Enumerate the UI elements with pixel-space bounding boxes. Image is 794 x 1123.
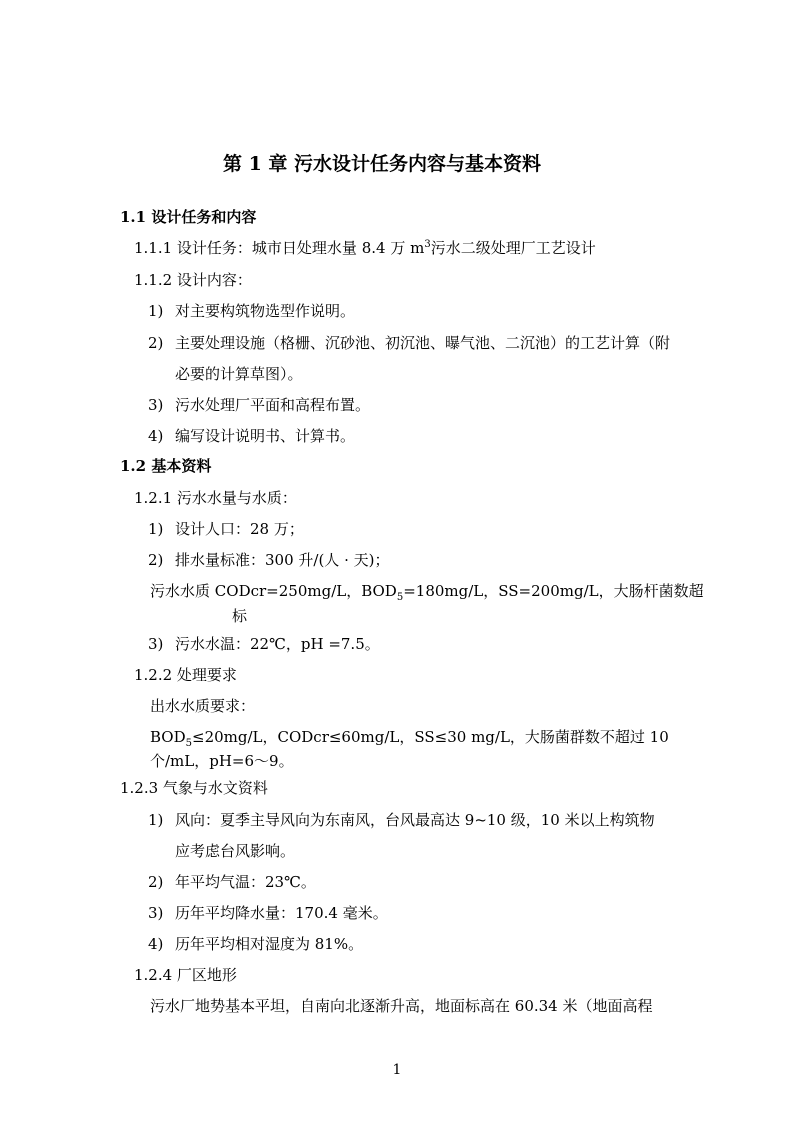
design-task-line [134, 238, 596, 258]
effluent-requirement-continuation: 个/mL，pH=6～9。 [150, 752, 294, 770]
terrain-paragraph: 污水厂地势基本平坦，自南向北逐渐升高，地面标高在 60.34 米（地面高程 [150, 997, 653, 1015]
subsection-heading-1-2-1: 1.2.1 污水水量与水质： [134, 489, 297, 507]
list-number: 4) [148, 427, 164, 445]
subsection-heading-1-2-2: 1.2.2 处理要求 [134, 666, 237, 684]
list-number: 4) [148, 935, 164, 953]
list-text: 设计人口：28 万； [175, 520, 304, 538]
effluent-requirement-line [150, 727, 669, 747]
list-number: 3) [148, 635, 164, 653]
water-quality-b: =180mg/L，SS=200mg/L，大肠杆菌数超 [403, 582, 704, 600]
list-item [148, 903, 388, 923]
list-number: 1) [148, 520, 164, 538]
design-task-text: 1.1.1 设计任务：城市日处理水量 8.4 万 m [134, 239, 425, 257]
water-quality-a: CODcr=250mg/L，BOD [214, 582, 397, 600]
list-item [148, 934, 363, 954]
list-number: 3) [148, 904, 164, 922]
water-quality-line [150, 581, 704, 601]
list-text: 历年平均降水量：170.4 毫米。 [175, 904, 388, 922]
water-quality-label: 污水水质 [150, 582, 211, 600]
list-item [148, 872, 316, 892]
list-item [148, 519, 304, 539]
subscript-5: 5 [396, 592, 404, 603]
list-text: 污水水温：22℃，pH =7.5。 [175, 635, 380, 653]
list-item [148, 301, 355, 321]
list-text: 排水量标准：300 升/(人 · 天)； [175, 551, 390, 569]
list-item-continuation: 应考虑台风影响。 [175, 842, 296, 860]
list-number: 3) [148, 396, 164, 414]
design-task-text-end: 污水二级处理厂工艺设计 [430, 239, 596, 257]
effluent-req-b: ≤20mg/L，CODcr≤60mg/L，SS≤30 mg/L，大肠菌群数不超过 10 [192, 728, 669, 746]
section-heading-1-2: 1.2 基本资料 [120, 457, 212, 475]
list-text: 年平均气温：23℃。 [175, 873, 316, 891]
list-text: 历年平均相对湿度为 81%。 [175, 935, 364, 953]
design-content-heading: 1.1.2 设计内容： [134, 271, 252, 289]
list-item-continuation: 必要的计算草图）。 [175, 365, 303, 383]
list-text: 风向：夏季主导风向为东南风，台风最高达 9~10 级，10 米以上构筑物 [175, 811, 655, 829]
list-number: 1) [148, 811, 164, 829]
effluent-req-a: BOD [150, 728, 186, 746]
water-quality-continuation: 标 [232, 607, 248, 625]
list-item [148, 810, 655, 830]
list-text: 对主要构筑物选型作说明。 [175, 302, 356, 320]
list-text: 主要处理设施（格栅、沉砂池、初沉池、曝气池、二沉池）的工艺计算（附 [175, 334, 671, 352]
list-number: 2) [148, 334, 164, 352]
list-item [148, 426, 355, 446]
chapter-title: 第 1 章 污水设计任务内容与基本资料 [222, 153, 542, 175]
superscript-3: 3 [424, 239, 431, 250]
effluent-requirement-label: 出水水质要求： [150, 697, 256, 715]
list-item [148, 395, 370, 415]
subsection-heading-1-2-4: 1.2.4 厂区地形 [134, 966, 237, 984]
list-number: 2) [148, 551, 164, 569]
list-text: 编写设计说明书、计算书。 [175, 427, 356, 445]
subscript-5: 5 [185, 738, 192, 749]
subsection-heading-1-2-3: 1.2.3 气象与水文资料 [120, 779, 268, 797]
list-text: 污水处理厂平面和高程布置。 [175, 396, 371, 414]
list-number: 2) [148, 873, 164, 891]
section-heading-1-1: 1.1 设计任务和内容 [120, 208, 257, 226]
list-item [148, 634, 380, 654]
list-item [148, 550, 389, 570]
list-number: 1) [148, 302, 164, 320]
list-item [148, 333, 670, 353]
page-number: 1 [392, 1062, 402, 1078]
